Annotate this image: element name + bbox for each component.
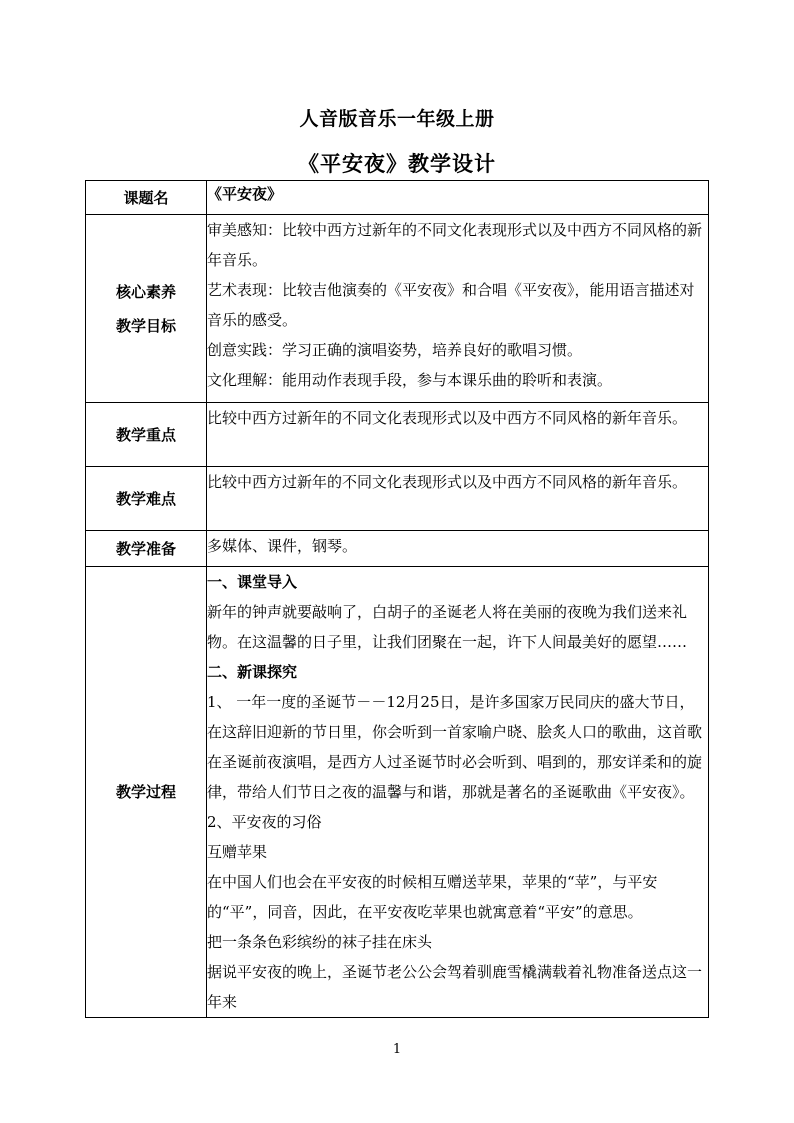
preparation-label: 教学准备 xyxy=(86,531,207,567)
lesson-plan-table xyxy=(85,180,709,1018)
section-text: 2、平安夜的习俗 xyxy=(207,813,322,831)
table-row-goals xyxy=(86,215,709,403)
document-title: 人音版音乐一年级上册 xyxy=(299,108,495,130)
topic-label: 课题名 xyxy=(86,181,207,215)
section-text: 1、 一年一度的圣诞节－－12月25日，是许多国家万民同庆的盛大节日，在这辞旧迎新的节日里，你会听到一首家喻户晓、脍炙人口的歌曲，这首歌在圣诞前夜演唱，是西方人过圣诞节时必会听到、唱到的，那安详柔和的旋律，带给人们节日之夜的温馨与和谐，那就是著名的圣诞歌曲《平安夜》。 xyxy=(207,693,703,801)
custom-title: 把一条条色彩缤纷的袜子挂在床头 xyxy=(207,933,433,951)
goals-content xyxy=(207,215,709,403)
difficulties-value: 比较中西方过新年的不同文化表现形式以及中西方不同风格的新年音乐。 xyxy=(207,467,709,531)
preparation-value: 多媒体、课件，钢琴。 xyxy=(207,531,709,567)
goal-item: 审美感知：比较中西方过新年的不同文化表现形式以及中西方不同风格的新年音乐。 xyxy=(207,221,703,269)
key-points-value: 比较中西方过新年的不同文化表现形式以及中西方不同风格的新年音乐。 xyxy=(207,403,709,467)
goals-label-line2: 教学目标 xyxy=(115,316,176,335)
goal-item: 文化理解：能用动作表现手段，参与本课乐曲的聆听和表演。 xyxy=(207,371,613,389)
table-row-key-points xyxy=(86,403,709,467)
goals-label-line1: 核心素养 xyxy=(115,282,176,301)
goal-item: 艺术表现：比较吉他演奏的《平安夜》和合唱《平安夜》，能用语言描述对音乐的感受。 xyxy=(207,281,695,329)
topic-value: 《平安夜》 xyxy=(207,181,709,215)
goal-item: 创意实践：学习正确的演唱姿势，培养良好的歌唱习惯。 xyxy=(207,341,583,359)
page-number: 1 xyxy=(392,1042,402,1057)
process-content xyxy=(207,567,709,1018)
section-text: 在中国人们也会在平安夜的时候相互赠送苹果，苹果的“苹”，与平安的“平”，同音，因此，在平安夜吃苹果也就寓意着“平安”的意思。 xyxy=(207,873,658,921)
section-heading: 二、新课探究 xyxy=(207,663,298,681)
custom-title: 互赠苹果 xyxy=(207,843,268,861)
table-row-preparation xyxy=(86,531,709,567)
document-subtitle: 《平安夜》教学设计 xyxy=(298,151,496,176)
process-label: 教学过程 xyxy=(86,567,207,1018)
section-heading: 一、课堂导入 xyxy=(207,573,298,591)
table-row-topic xyxy=(86,181,709,215)
table-row-process xyxy=(86,567,709,1018)
section-text: 新年的钟声就要敲响了，白胡子的圣诞老人将在美丽的夜晚为我们送来礼物。在这温馨的日子里，让我们团聚在一起，许下人间最美好的愿望…… xyxy=(207,603,688,651)
goals-label xyxy=(86,215,207,403)
section-text: 据说平安夜的晚上，圣诞节老公公会驾着驯鹿雪橇满载着礼物准备送点这一年来 xyxy=(207,963,703,1011)
difficulties-label: 教学难点 xyxy=(86,467,207,531)
table-row-difficulties xyxy=(86,467,709,531)
key-points-label: 教学重点 xyxy=(86,403,207,467)
